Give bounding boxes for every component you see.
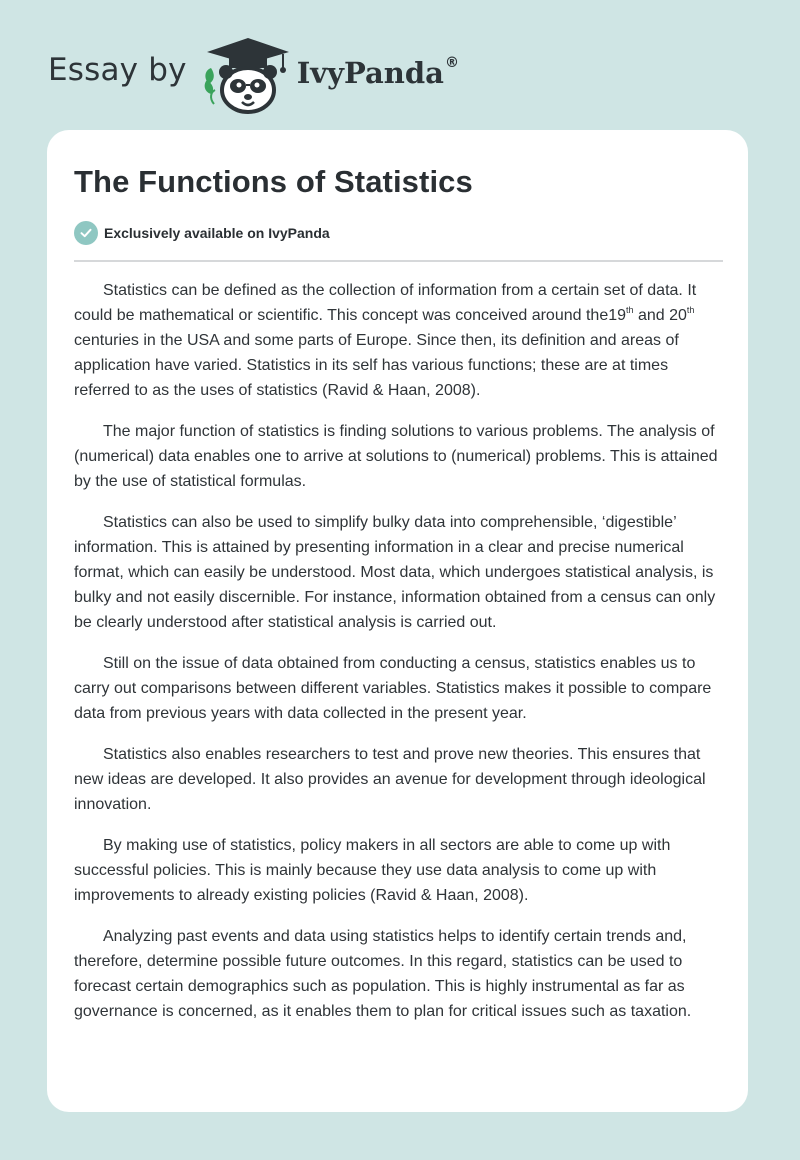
- essay-by-label: Essay by: [48, 52, 187, 88]
- essay-body: [74, 278, 724, 1040]
- paragraph-6: By making use of statistics, policy makers in all sectors are able to come up with successful policies. This is mainly because they use data analysis to come up with improvements to already existing policies (Ravid & Haan, 2008).: [74, 837, 671, 904]
- brand-name[interactable]: IvyPanda®: [296, 54, 459, 90]
- divider: [74, 260, 723, 262]
- check-circle-icon: [74, 221, 98, 245]
- site-header: [48, 34, 459, 114]
- paragraph-7: Analyzing past events and data using statistics helps to identify certain trends and, therefore, determine possible future outcomes. In this regard, statistics can be used to forecast certain demographics such as population. This is highly instrumental as far as governance is concerned, as it enables them to plan for critical issues such as taxation.: [74, 928, 692, 1020]
- paragraph-2: The major function of statistics is finding solutions to various problems. The analysis of (numerical) data enables one to arrive at solutions to (numerical) problems. This is attained by the use of statistical formulas.: [74, 423, 718, 490]
- essay-card: [47, 130, 748, 1112]
- exclusive-badge-text: Exclusively available on IvyPanda: [104, 225, 330, 241]
- paragraph-5: Statistics also enables researchers to test and prove new theories. This ensures that new ideas are developed. It also provides an avenue for development through ideological innovation.: [74, 746, 706, 813]
- essay-title: The Functions of Statistics: [74, 164, 473, 199]
- paragraph-4: Still on the issue of data obtained from conducting a census, statistics enables us to carry out comparisons between different variables. Statistics makes it possible to compare data from previous years with data collected in the present year.: [74, 655, 712, 722]
- paragraph-3: Statistics can also be used to simplify bulky data into comprehensible, ‘digestible’ information. This is attained by presenting information in a clear and precise numerical format, which can easily be understood. Most data, which undergoes statistical analysis, is bulky and not easily discernible. For instance, information obtained from a census can only be clearly understood after statistical analysis is carried out.: [74, 514, 716, 631]
- registered-mark: ®: [444, 54, 459, 71]
- exclusive-badge: [74, 221, 330, 245]
- panda-graduate-icon[interactable]: [201, 34, 295, 114]
- paragraph-1: Statistics can be defined as the collection of information from a certain set of data. It could be mathematical or scientific. This concept was conceived around the19th and 20th centuries in the USA and some parts of Europe. Since then, its definition and areas of application have varied. Statistics in its self has various functions; these are at times referred to as the uses of statistics (Ravid & Haan, 2008).: [74, 282, 697, 399]
